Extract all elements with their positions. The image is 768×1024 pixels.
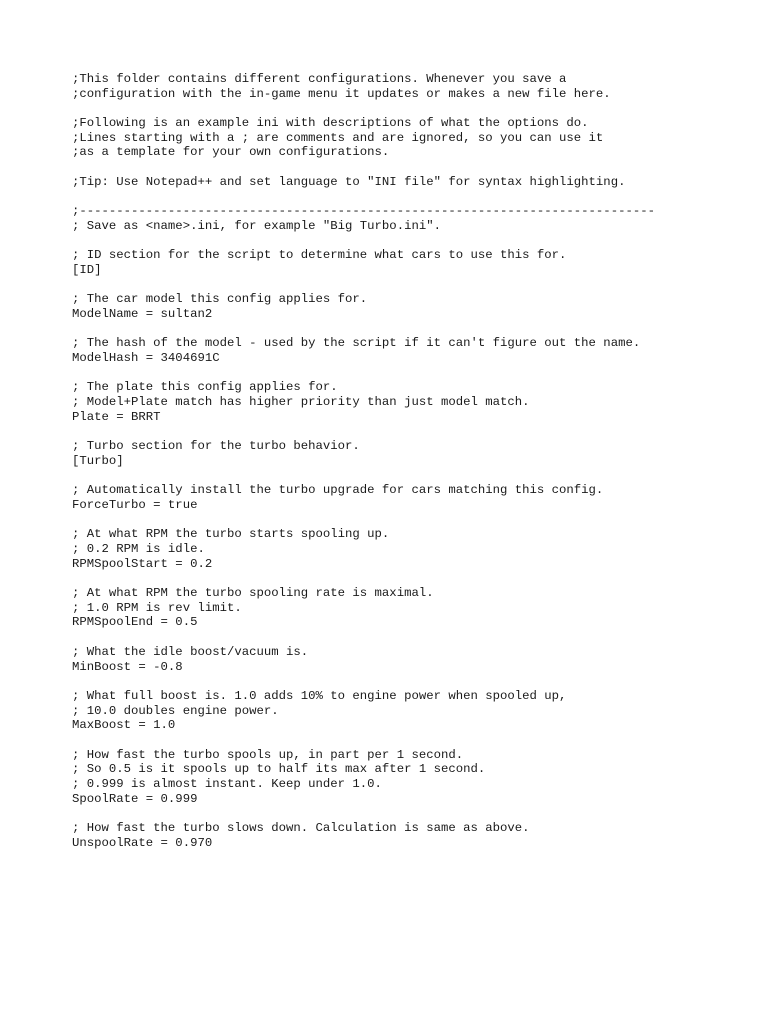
ini-section-header: [ID] [72,262,102,277]
ini-comment-line: ; So 0.5 is it spools up to half its max after 1 second. [72,762,486,777]
ini-comment-line: ; The hash of the model - used by the script if it can't figure out the name. [72,336,641,351]
ini-comment-line: ;Following is an example ini with descriptions of what the options do. [72,116,589,131]
ini-comment-line: ;configuration with the in-game menu it updates or makes a new file here. [72,86,611,101]
ini-comment-line: ; What the idle boost/vacuum is. [72,644,309,659]
ini-comment-line: ; The plate this config applies for. [72,380,338,395]
ini-comment-line: ; Turbo section for the turbo behavior. [72,439,360,454]
ini-comment-line: ;as a template for your own configurations. [72,145,390,160]
ini-comment-line: ;This folder contains different configurations. Whenever you save a [72,72,567,86]
blank-line [72,278,712,293]
blank-line [72,733,712,748]
ini-comment-line: ;Tip: Use Notepad++ and set language to "INI file" for syntax highlighting. [72,174,626,189]
blank-line [72,571,712,586]
ini-comment-line: ; 1.0 RPM is rev limit. [72,600,242,615]
ini-section-header: [Turbo] [72,453,124,468]
ini-key-value-line: RPMSpoolStart = 0.2 [72,556,213,571]
blank-line [72,513,712,528]
ini-key-value-line: ForceTurbo = true [72,497,198,512]
ini-key-value-line: UnspoolRate = 0.970 [72,835,213,850]
blank-line [72,234,712,249]
blank-line [72,101,712,116]
blank-line [72,190,712,205]
ini-comment-line: ; 0.2 RPM is idle. [72,542,205,556]
ini-comment-line: ; The car model this config applies for. [72,292,368,307]
blank-line [72,630,712,645]
ini-comment-line: ; 0.999 is almost instant. Keep under 1.0. [72,777,382,791]
ini-comment-line: ; Model+Plate match has higher priority than just model match. [72,395,530,410]
ini-comment-line: ; At what RPM the turbo spooling rate is maximal. [72,586,434,601]
ini-comment-line: ;Lines starting with a ; are comments and are ignored, so you can use it [72,130,604,145]
ini-key-value-line: MaxBoost = 1.0 [72,718,176,733]
ini-key-value-line: RPMSpoolEnd = 0.5 [72,615,198,630]
ini-comment-line: ; ID section for the script to determine what cars to use this for. [72,248,567,263]
ini-comment-line: ; Automatically install the turbo upgrade for cars matching this config. [72,483,604,498]
ini-comment-line: ; How fast the turbo spools up, in part per 1 second. [72,747,464,762]
blank-line [72,469,712,484]
ini-comment-line: ; Save as <name>.ini, for example "Big Turbo.ini". [72,218,441,233]
ini-key-value-line: ModelHash = 3404691C [72,351,220,366]
ini-comment-line: ; 10.0 doubles engine power. [72,703,279,718]
document-body [72,72,712,850]
blank-line [72,366,712,381]
blank-line [72,160,712,175]
ini-comment-line: ;------------------------------------------------------------------------------ [72,204,655,219]
ini-key-value-line: Plate = BRRT [72,409,161,424]
blank-line [72,806,712,821]
ini-key-value-line: SpoolRate = 0.999 [72,791,198,806]
ini-key-value-line: ModelName = sultan2 [72,307,213,321]
ini-comment-line: ; How fast the turbo slows down. Calculation is same as above. [72,821,530,836]
ini-comment-line: ; At what RPM the turbo starts spooling up. [72,527,390,542]
blank-line [72,322,712,337]
ini-comment-line: ; What full boost is. 1.0 adds 10% to engine power when spooled up, [72,688,567,703]
blank-line [72,425,712,440]
blank-line [72,674,712,689]
ini-key-value-line: MinBoost = -0.8 [72,659,183,674]
